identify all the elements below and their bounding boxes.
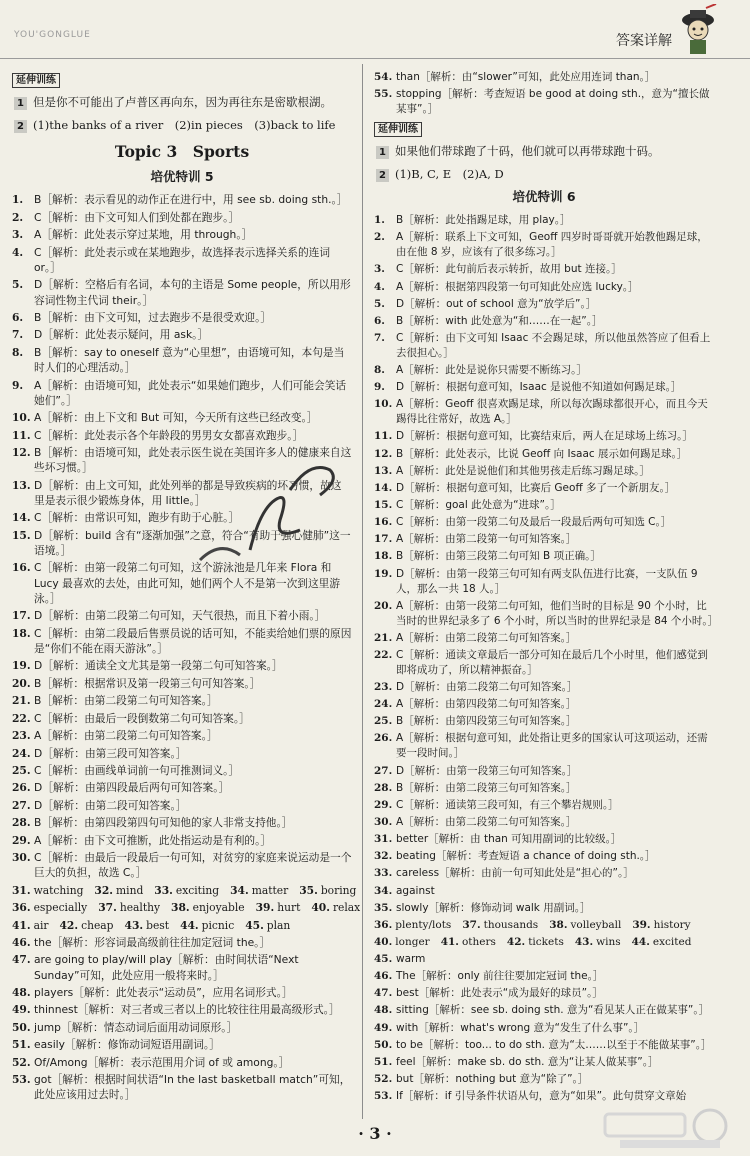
answer-item: 49. thinnest［解析：对三者或三者以上的比较往往用最高级形式。］	[12, 1003, 340, 1017]
answer-item: 14. D［解析：根据句意可知，比赛后 Geoff 多了一个新朋友。］	[374, 481, 676, 494]
answer-item: 52. but［解析：nothing but 意为“除了”。］	[374, 1073, 589, 1086]
answer-item: 27. D［解析：由第二段可知答案。］	[12, 798, 187, 812]
answer-item: 26. D［解析：由第四段最后两句可知答案。］	[12, 781, 230, 795]
answer-item: 16. C［解析：由第一段第二句可知，这个游泳池是几年来 Flora 和 Lucy 最喜欢的去处，由此可知，她们两个人不是第一次到这里游泳。］	[12, 561, 341, 605]
answer-item: 1. B［解析：此处指踢足球，用 play。］	[374, 214, 571, 227]
answer-item: 4. A［解析：根据第四段第一句可知此处应选 lucky。］	[374, 280, 639, 293]
answer-item: 49. with［解析：what's wrong 意为“发生了什么事”。］	[374, 1021, 645, 1034]
extension-item: 2 (1)B, C, E (2)A, D	[376, 166, 714, 182]
answer-item: 47. best［解析：此处表示“成为最好的球员”。］	[374, 987, 603, 1000]
answer-item: 47. are going to play/will play［解析：由时间状语“Next Sunday”可知，此处应用一般将来时。］	[12, 953, 299, 982]
answer-item: 28. B［解析：由第四段第四句可知他的家人非常支持他。］	[12, 816, 293, 830]
answer-item: 55. stopping［解析：考查短语 be good at doing sth.，意为“擅长做某事”。］	[374, 88, 710, 116]
extension-tag: 延伸训练	[374, 122, 422, 137]
answer-item: 18. C［解析：由第二段最后售票员说的话可知，不能卖给她们票的原因是“你们不能在雨天游泳”。］	[12, 626, 352, 655]
answer-item: 12. B［解析：此处表示，比说 Geoff 向 Isaac 展示如何踢足球。］	[374, 447, 688, 460]
answer-item: 54. than［解析：由“slower”可知，此处应用连词 than。］	[374, 71, 656, 83]
answer-item: 50. jump［解析：情态动词后面用动词原形。］	[12, 1020, 238, 1034]
answer-list	[374, 213, 719, 830]
answer-list-2	[12, 935, 352, 1103]
answer-item: 24. D［解析：由第三段可知答案。］	[12, 746, 187, 760]
answer-item: 4. C［解析：此处表示或在某地跑步，故选择表示选择关系的连词 or。］	[12, 245, 331, 274]
answer-item: 35. slowly［解析：修饰动词 walk 用副词。］	[374, 901, 591, 914]
answer-item: 30. C［解析：由最后一段最后一句可知，对贫穷的家庭来说运动是一个巨大的负担，故选 C。］	[12, 851, 352, 880]
word-row: 40. longer 41. others 42. tickets 43. wins 44. excited	[374, 935, 692, 948]
answer-item: 51. easily［解析：修饰动词短语用副词。］	[12, 1038, 220, 1052]
page-header	[0, 0, 750, 59]
answer-item: 24. A［解析：由第四段第二句可知答案。］	[374, 698, 577, 711]
word-row: 36. especially 37. healthy 38. enjoyable 39. hurt 40. relax	[12, 901, 361, 915]
answer-item: 3. C［解析：此句前后表示转折，故用 but 连接。］	[374, 263, 622, 276]
answer-item: 53. If［解析：if 引导条件状语从句，意为“如果”。此句贯穿文章始	[374, 1090, 687, 1103]
answer-item: 1. B［解析：表示看见的动作正在进行中，用 see sb. doing sth.。］	[12, 193, 348, 207]
extension-item: 1 如果他们带球跑了十码，他们就可以再带球跑十码。	[376, 143, 714, 159]
section-name: 答案详解	[616, 33, 672, 49]
answer-item: 13. A［解析：此处是说他们和其他男孩走后练习踢足球。］	[374, 464, 650, 477]
answer-item: 46. the［解析：形容词最高级前往往加定冠词 the。］	[12, 935, 271, 949]
answer-item: 32. beating［解析：考查短语 a chance of doing sth.。］	[374, 850, 656, 863]
answer-item: 18. B［解析：由第三段第二句可知 B 项正确。］	[374, 550, 601, 563]
answer-list-2	[374, 832, 714, 916]
answer-item: 9. D［解析：根据句意可知，Isaac 是说他不知道如何踢足球。］	[374, 381, 682, 394]
answer-item: 11. D［解析：根据句意可知，比赛结束后，两人在足球场上练习。］	[374, 430, 693, 443]
answer-item: 6. B［解析：with 此处意为“和……在一起”。］	[374, 314, 603, 327]
word-row: 41. air 42. cheap 43. best 44. picnic 45. plan	[12, 918, 291, 932]
topic-title: Topic 3 Sports	[114, 142, 250, 161]
answer-item: 19. D［解析：由第一段第三句可知有两支队伍进行比赛，一支队伍 9 人，那么一共 18 人。］	[374, 567, 698, 595]
answer-item: 31. better［解析：由 than 可知用副词的比较级。］	[374, 833, 622, 846]
extension-tag: 延伸训练	[12, 73, 60, 88]
answer-item: 27. D［解析：由第一段第三句可知答案。］	[374, 764, 578, 777]
answer-item: 53. got［解析：根据时间状语“In the last basketball match”可知，此处应该用过去时。］	[12, 1073, 351, 1102]
answer-item: 17. A［解析：由第二段第一句可知答案。］	[374, 533, 577, 546]
answer-item: 25. B［解析：由第四段第三句可知答案。］	[374, 715, 577, 728]
answer-item: 26. A［解析：根据句意可知，此处指让更多的国家认可这项运动，还需要一段时间。］	[374, 732, 708, 760]
answer-item: 48. sitting［解析：see sb. doing sth. 意为“看见某人正在做某事”。］	[374, 1004, 710, 1017]
word-rows	[374, 918, 714, 950]
right-column	[374, 70, 719, 1106]
answer-item: 19. D［解析：通读全文尤其是第一段第二句可知答案。］	[12, 659, 283, 673]
mascot-icon	[676, 4, 720, 56]
answer-item: 9. A［解析：由语境可知，此处表示“如果她们跑步，人们可能会笑话她们”。］	[12, 378, 347, 407]
answer-item: 10. A［解析：由上下文和 But 可知，今天所有这些已经改变。］	[12, 411, 318, 425]
answer-item: 29. C［解析：通读第三段可知，有三个攀岩规则。］	[374, 798, 619, 811]
answer-item: 48. players［解析：此处表示“运动员”，应用名词形式。］	[12, 986, 293, 1000]
extension-item: 2 (1)the banks of a river (2)in pieces (3)back to life	[14, 117, 352, 133]
answer-item: 7. C［解析：由下文可知 Isaac 不会踢足球，所以他虽然答应了但看上去很担心。］	[374, 331, 711, 359]
answer-item: 10. A［解析：Geoff 很喜欢踢足球，所以每次踢球都很开心，而且今天踢得比往常好，故选 A。］	[374, 398, 708, 426]
answer-item: 2. A［解析：联系上下文可知，Geoff 四岁时哥哥就开始教他踢足球，由在他 8 岁，应该有了很多练习。］	[374, 231, 708, 259]
answer-item: 45. warm	[374, 953, 426, 966]
answer-item: 20. A［解析：由第一段第二句可知，他们当时的目标是 90 个小时，比当时的世界纪录多了 6 个小时，所以当时的世界纪录是 84 个小时。］	[374, 599, 719, 627]
answer-item: 20. B［解析：根据常识及第一段第三句可知答案。］	[12, 676, 261, 690]
answer-item: 22. C［解析：由最后一段倒数第二句可知答案。］	[12, 711, 250, 725]
answer-item: 11. C［解析：此处表示各个年龄段的男男女女都喜欢跑步。］	[12, 428, 304, 442]
answer-item: 14. C［解析：由常识可知，跑步有助于心脏。］	[12, 511, 240, 525]
extension-item: 1 但是你不可能出了卢普区再向东，因为再往东是密歇根湖。	[14, 94, 352, 110]
answer-item: 8. A［解析：此处是说你只需要不断练习。］	[374, 364, 587, 377]
left-column	[12, 70, 361, 1105]
answer-item: 12. B［解析：由语境可知，此处表示医生说在美国许多人的健康来自这些坏习惯。］	[12, 446, 352, 475]
answer-item: 21. A［解析：由第二段第二句可知答案。］	[374, 631, 577, 644]
answer-item: 23. A［解析：由第二段第二句可知答案。］	[12, 729, 218, 743]
answer-item: 8. B［解析：say to oneself 意为“心里想”，由语境可知，本句是当时人们的心理活动。］	[12, 345, 345, 375]
answer-item: 51. feel［解析：make sb. do sth. 意为“让某人做某事”。］	[374, 1055, 659, 1068]
training-title: 培优特训 6	[512, 189, 576, 205]
column-divider	[362, 64, 363, 1119]
answer-item: 7. D［解析：此处表示疑问，用 ask。］	[12, 328, 209, 342]
page-number: · 3 ·	[358, 1124, 392, 1143]
answer-item: 21. B［解析：由第二段第二句可知答案。］	[12, 694, 218, 708]
answer-item: 6. B［解析：由下文可知，过去跑步不是很受欢迎。］	[12, 311, 272, 325]
answer-item: 13. D［解析：由上文可知，此处列举的都是导致疾病的坏习惯，故这里是表示很少锻炼身体，用 little。］	[12, 478, 342, 507]
answer-item: 23. D［解析：由第二段第二句可知答案。］	[374, 681, 578, 693]
answer-item: 34. against	[374, 884, 435, 897]
answer-item: 2. C［解析：由下文可知人们到处都在跑步。］	[12, 210, 240, 224]
answer-item: 22. C［解析：通读文章最后一部分可知在最后几个小时里，他们感觉到即将成功了，所以精神振奋。］	[374, 648, 708, 676]
answer-item: 3. A［解析：此处表示穿过某地，用 through。］	[12, 228, 253, 242]
answer-item: 15. C［解析：goal 此处意为“进球”。］	[374, 499, 561, 512]
answer-item: 52. Of/Among［解析：表示范围用介词 of 或 among。］	[12, 1055, 290, 1069]
handwriting-scribble-icon	[180, 450, 370, 570]
word-rows	[12, 883, 361, 933]
word-row: 31. watching 32. mind 33. exciting 34. matter 35. boring	[12, 883, 357, 897]
answer-item: 28. B［解析：由第二段第三句可知答案。］	[374, 781, 577, 794]
answer-item: 15. D［解析：build 含有“逐渐加强”之意，符合“有助于强心健肺”这一语境。］	[12, 528, 351, 558]
brand-text: YOU'GONGLUE	[14, 30, 91, 40]
answer-item: 5. D［解析：空格后有名词，本句的主语是 Some people，所以用形容词性物主代词 their。］	[12, 278, 351, 307]
answer-item: 50. to be［解析：too... to do sth. 意为“太……以至于不能做某事”。］	[374, 1038, 712, 1051]
training-title: 培优特训 5	[150, 169, 214, 185]
answer-item: 5. D［解析：out of school 意为“放学后”。］	[374, 297, 597, 310]
answer-item: 30. A［解析：由第二段第二句可知答案。］	[374, 815, 577, 828]
answer-item: 16. C［解析：由第一段第二句及最后一段最后两句可知选 C。］	[374, 516, 672, 529]
answer-list-3	[374, 952, 714, 1104]
answer-item: 46. The［解析：only 前往往要加定冠词 the。］	[374, 970, 604, 983]
answer-item: 29. A［解析：由下文可推断，此处指运动是有利的。］	[12, 833, 272, 847]
word-row: 36. plenty/lots 37. thousands 38. volleyball 39. history	[374, 918, 691, 931]
answer-item: 17. D［解析：由第二段第二句可知，天气很热，而且下着小雨。］	[12, 609, 326, 623]
answer-item: 33. careless［解析：由前一句可知此处是“担心的”。］	[374, 867, 634, 880]
answer-list-top	[374, 70, 714, 117]
answer-item: 25. C［解析：由画线单词前一句可推测词义。］	[12, 763, 240, 777]
